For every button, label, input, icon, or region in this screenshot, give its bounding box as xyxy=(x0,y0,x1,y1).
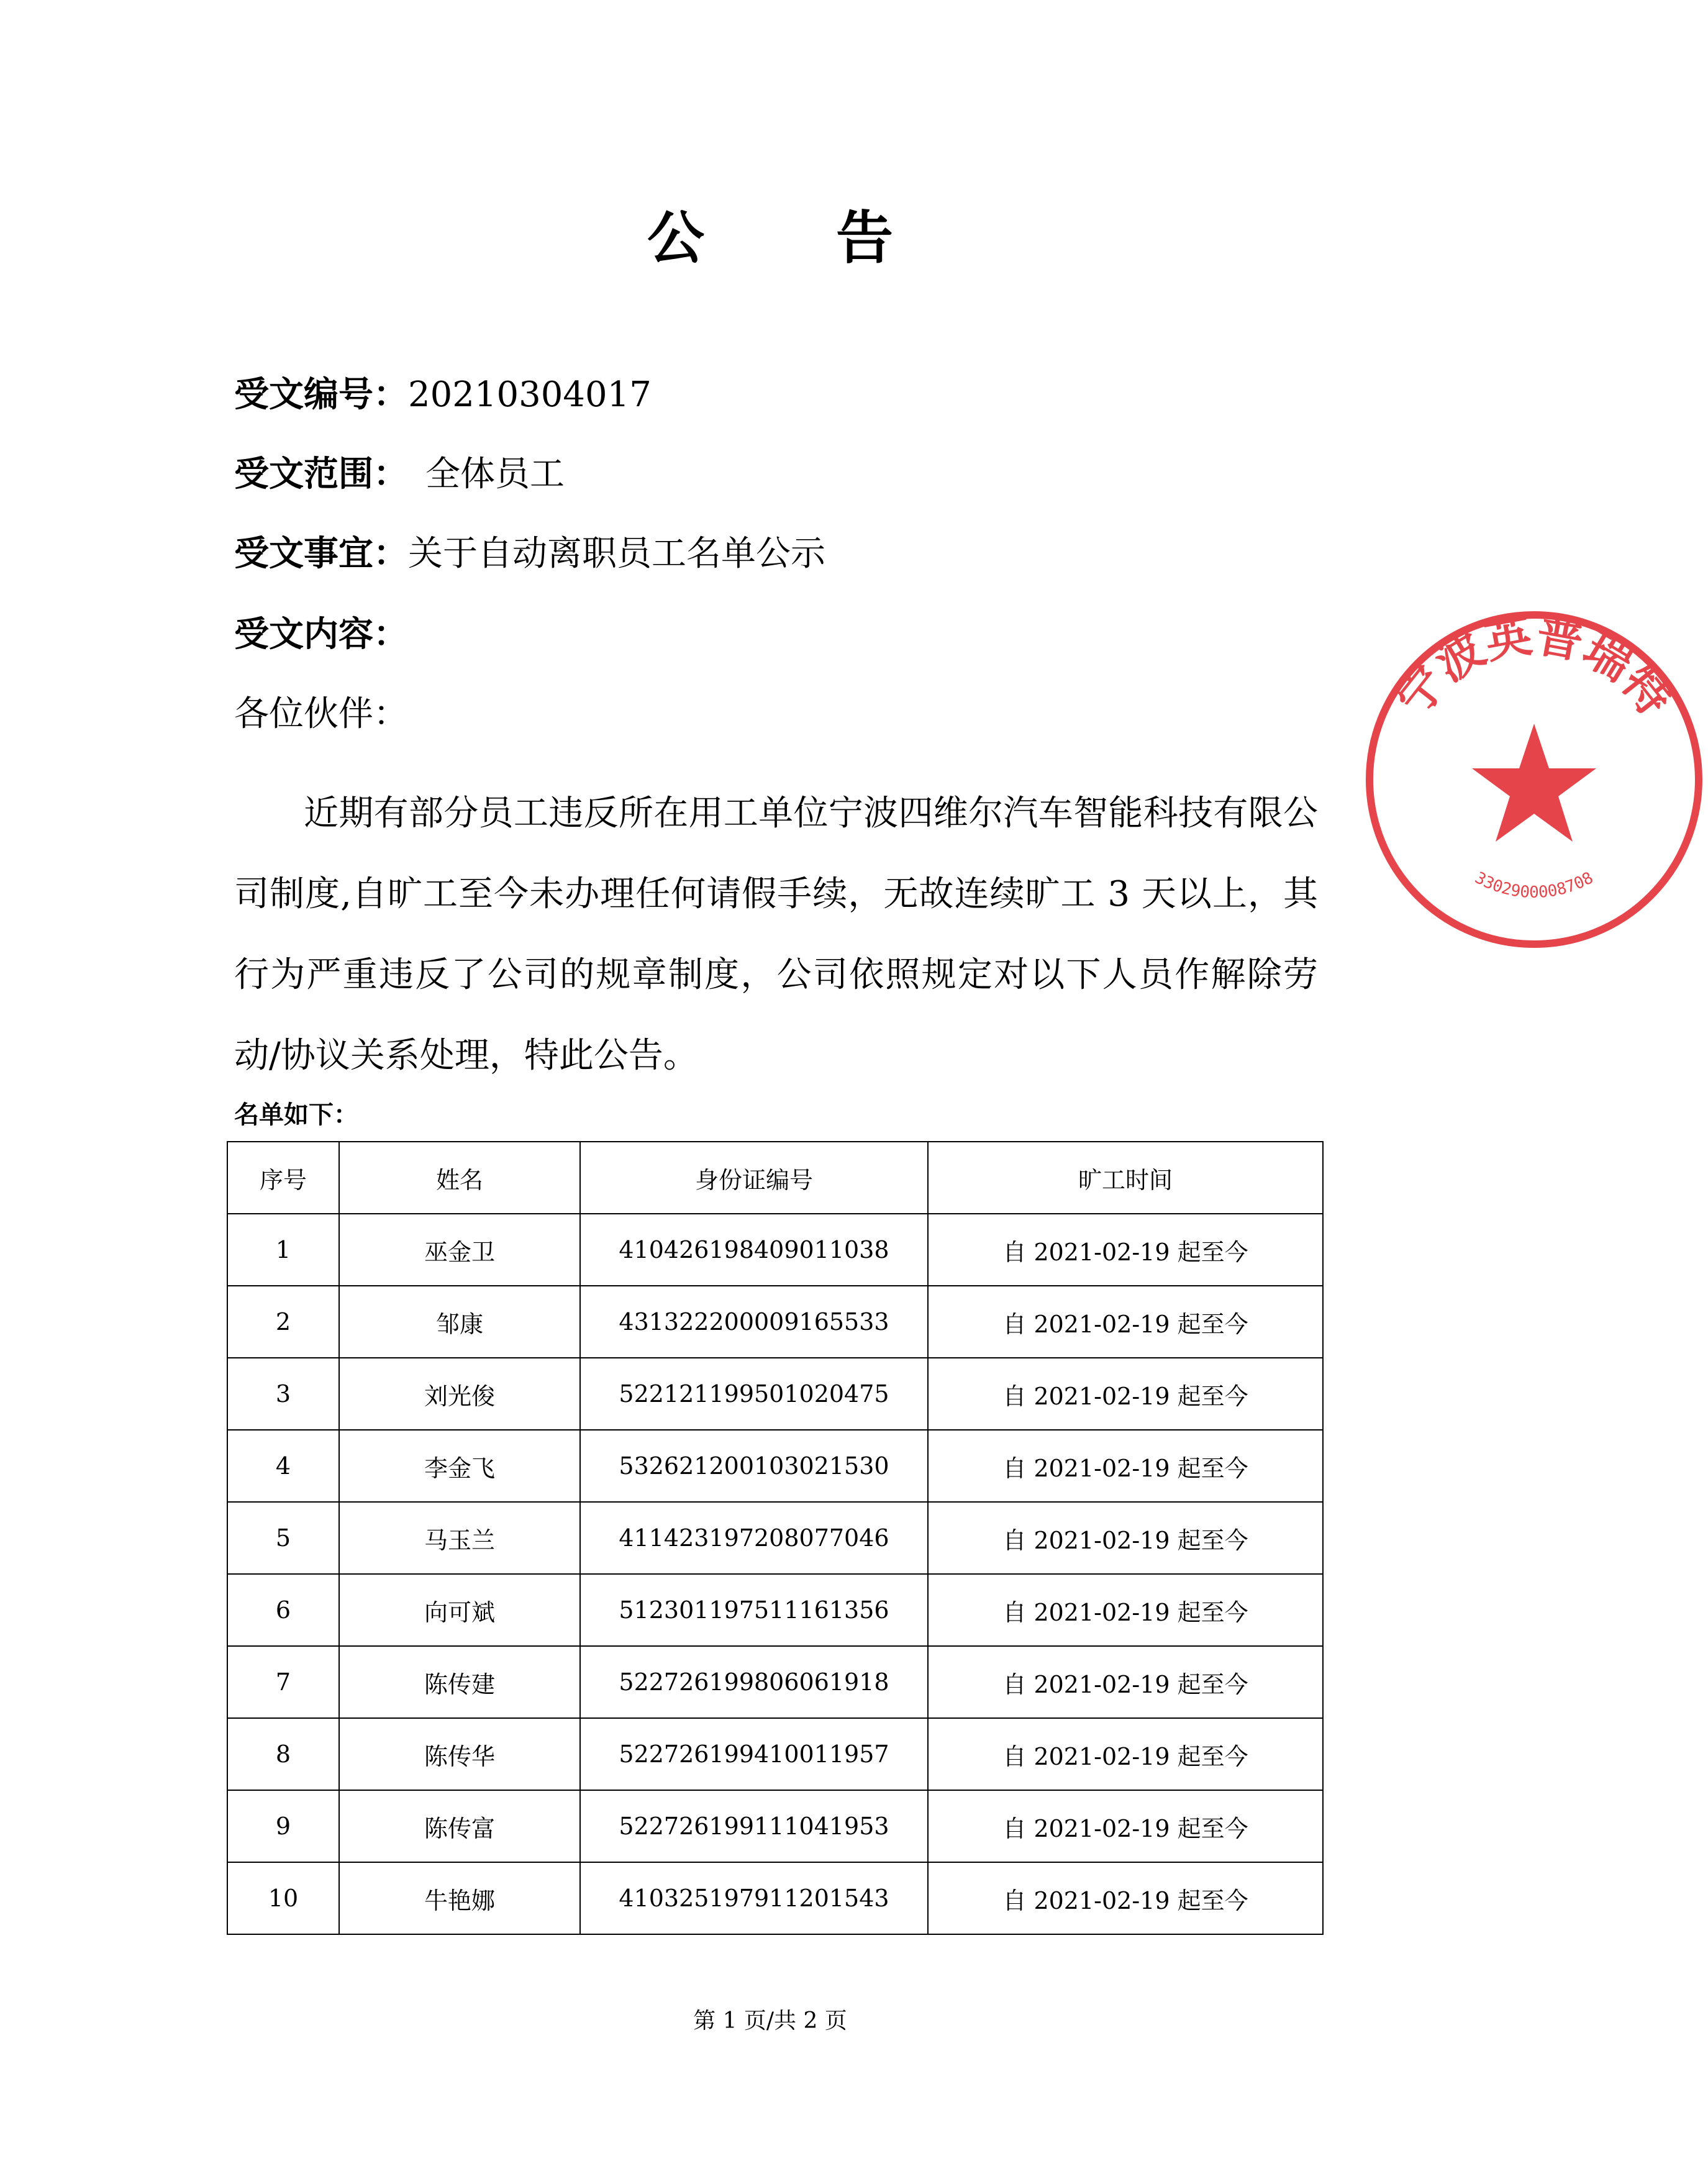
cell-absence: 自 2021-02-19 起至今 xyxy=(928,1862,1323,1934)
table-row xyxy=(227,1430,1323,1502)
company-seal xyxy=(1360,606,1708,953)
field-value: 关于自动离职员工名单公示 xyxy=(408,534,825,574)
field-label: 受文范围： xyxy=(234,453,391,494)
cell-name: 巫金卫 xyxy=(339,1214,580,1286)
field-content xyxy=(234,612,408,657)
table-row xyxy=(227,1358,1323,1430)
header-index: 序号 xyxy=(227,1142,339,1214)
field-label: 受文编号： xyxy=(234,374,408,415)
notice-title: 公 告 xyxy=(647,204,950,271)
cell-id: 522121199501020475 xyxy=(580,1358,928,1430)
table-row xyxy=(227,1214,1323,1286)
cell-index: 3 xyxy=(227,1358,339,1430)
cell-name: 向可斌 xyxy=(339,1574,580,1646)
table-header-row xyxy=(227,1142,1323,1214)
cell-id: 522726199111041953 xyxy=(580,1790,928,1862)
table-row xyxy=(227,1790,1323,1862)
cell-absence: 自 2021-02-19 起至今 xyxy=(928,1718,1323,1790)
cell-id: 522726199806061918 xyxy=(580,1646,928,1718)
body-paragraph: 近期有部分员工违反所在用工单位宁波四维尔汽车智能科技有限公司制度,自旷工至今未办理任何请假手续，无故连续旷工 3 天以上，其行为严重违反了公司的规章制度，公司依照规定对以下人员作解除劳动/协议关系处理，特此公告。 xyxy=(234,793,1318,1076)
employee-table xyxy=(227,1141,1324,1935)
cell-absence: 自 2021-02-19 起至今 xyxy=(928,1502,1323,1574)
field-subject xyxy=(234,532,825,576)
table-row xyxy=(227,1286,1323,1358)
cell-absence: 自 2021-02-19 起至今 xyxy=(928,1790,1323,1862)
field-doc-number xyxy=(234,373,652,417)
field-value: 全体员工 xyxy=(391,454,565,494)
cell-name: 马玉兰 xyxy=(339,1502,580,1574)
svg-text:3302900008708 xyxy=(1472,868,1597,902)
header-absence: 旷工时间 xyxy=(928,1142,1323,1214)
table-row xyxy=(227,1574,1323,1646)
table-row xyxy=(227,1862,1323,1934)
page-footer: 第 1 页/共 2 页 xyxy=(693,2008,847,2034)
cell-index: 8 xyxy=(227,1718,339,1790)
header-id: 身份证编号 xyxy=(580,1142,928,1214)
header-name: 姓名 xyxy=(339,1142,580,1214)
cell-name: 刘光俊 xyxy=(339,1358,580,1430)
salutation: 各位伙伴： xyxy=(234,694,408,734)
cell-name: 邹康 xyxy=(339,1286,580,1358)
cell-absence: 自 2021-02-19 起至今 xyxy=(928,1358,1323,1430)
cell-id: 522726199410011957 xyxy=(580,1718,928,1790)
cell-name: 李金飞 xyxy=(339,1430,580,1502)
field-value: 20210304017 xyxy=(408,375,652,415)
cell-absence: 自 2021-02-19 起至今 xyxy=(928,1646,1323,1718)
cell-id: 410426198409011038 xyxy=(580,1214,928,1286)
list-label: 名单如下： xyxy=(234,1100,358,1129)
table-row xyxy=(227,1646,1323,1718)
table-row xyxy=(227,1502,1323,1574)
cell-id: 512301197511161356 xyxy=(580,1574,928,1646)
cell-index: 2 xyxy=(227,1286,339,1358)
cell-id: 410325197911201543 xyxy=(580,1862,928,1934)
table-row xyxy=(227,1718,1323,1790)
cell-index: 6 xyxy=(227,1574,339,1646)
cell-index: 7 xyxy=(227,1646,339,1718)
cell-absence: 自 2021-02-19 起至今 xyxy=(928,1430,1323,1502)
cell-id: 411423197208077046 xyxy=(580,1502,928,1574)
field-label: 受文内容： xyxy=(234,614,408,655)
seal-graphic xyxy=(1370,609,1699,944)
svg-text:宁波英普瑞特 xyxy=(1387,609,1681,726)
cell-name: 陈传建 xyxy=(339,1646,580,1718)
cell-name: 陈传华 xyxy=(339,1718,580,1790)
cell-id: 532621200103021530 xyxy=(580,1430,928,1502)
cell-index: 1 xyxy=(227,1214,339,1286)
cell-index: 10 xyxy=(227,1862,339,1934)
field-scope xyxy=(234,452,565,496)
cell-absence: 自 2021-02-19 起至今 xyxy=(928,1286,1323,1358)
seal-number: 3302900008708 xyxy=(1471,868,1597,902)
cell-absence: 自 2021-02-19 起至今 xyxy=(928,1214,1323,1286)
cell-name: 陈传富 xyxy=(339,1790,580,1862)
cell-absence: 自 2021-02-19 起至今 xyxy=(928,1574,1323,1646)
cell-index: 9 xyxy=(227,1790,339,1862)
field-label: 受文事宜： xyxy=(234,533,408,574)
cell-name: 牛艳娜 xyxy=(339,1862,580,1934)
cell-index: 4 xyxy=(227,1430,339,1502)
cell-id: 431322200009165533 xyxy=(580,1286,928,1358)
cell-index: 5 xyxy=(227,1502,339,1574)
seal-name: 宁波英普瑞特 xyxy=(1386,608,1682,726)
